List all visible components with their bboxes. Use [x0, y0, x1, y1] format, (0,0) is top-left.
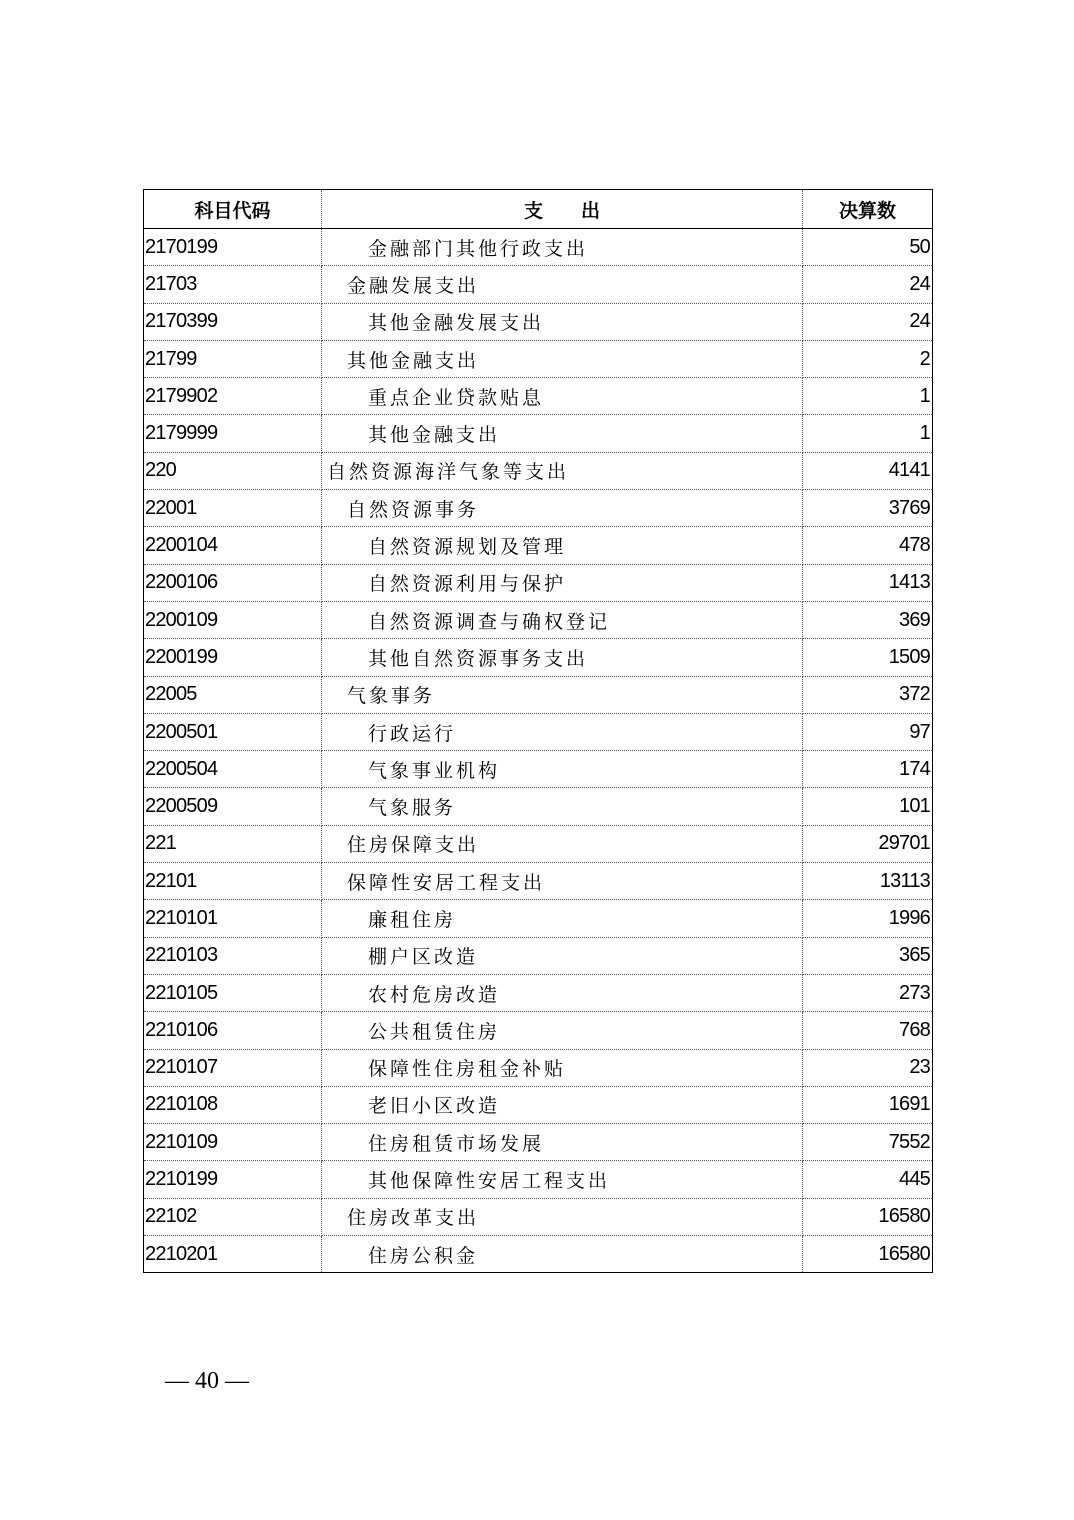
- row-code: 2210109: [144, 1124, 322, 1161]
- table-row: [144, 1161, 933, 1198]
- row-code: 2210101: [144, 900, 322, 937]
- row-amount: 3769: [803, 490, 933, 527]
- row-amount: 365: [803, 937, 933, 974]
- row-code: 2179999: [144, 415, 322, 452]
- row-name: 行政运行: [322, 713, 803, 750]
- row-name: 气象事务: [322, 676, 803, 713]
- table-row: [144, 229, 933, 266]
- table-header-row: [144, 190, 933, 229]
- row-amount: 1509: [803, 639, 933, 676]
- row-code: 2210107: [144, 1049, 322, 1086]
- budget-table: [143, 189, 933, 1273]
- row-code: 221: [144, 825, 322, 862]
- row-code: 2210103: [144, 937, 322, 974]
- row-code: 2210106: [144, 1012, 322, 1049]
- row-amount: 97: [803, 713, 933, 750]
- page-number: — 40 —: [165, 1368, 249, 1394]
- row-code: 2200501: [144, 713, 322, 750]
- table-row: [144, 1049, 933, 1086]
- row-code: 2200109: [144, 601, 322, 638]
- row-code: 2179902: [144, 378, 322, 415]
- row-code: 21703: [144, 266, 322, 303]
- table-row: [144, 751, 933, 788]
- header-amount: 决算数: [803, 190, 933, 229]
- row-name: 气象事业机构: [322, 751, 803, 788]
- table-row: [144, 639, 933, 676]
- row-name: 其他自然资源事务支出: [322, 639, 803, 676]
- row-code: 22005: [144, 676, 322, 713]
- row-amount: 16580: [803, 1198, 933, 1235]
- row-amount: 1413: [803, 564, 933, 601]
- table-row: [144, 340, 933, 377]
- row-amount: 1: [803, 378, 933, 415]
- row-name: 公共租赁住房: [322, 1012, 803, 1049]
- table-row: [144, 900, 933, 937]
- row-amount: 768: [803, 1012, 933, 1049]
- row-amount: 7552: [803, 1124, 933, 1161]
- table-row: [144, 415, 933, 452]
- table-row: [144, 863, 933, 900]
- row-name: 自然资源海洋气象等支出: [322, 452, 803, 489]
- row-code: 220: [144, 452, 322, 489]
- table-row: [144, 713, 933, 750]
- row-name: 住房改革支出: [322, 1198, 803, 1235]
- row-name: 金融部门其他行政支出: [322, 229, 803, 266]
- table-row: [144, 266, 933, 303]
- row-amount: 29701: [803, 825, 933, 862]
- row-amount: 13113: [803, 863, 933, 900]
- row-name: 自然资源规划及管理: [322, 527, 803, 564]
- row-amount: 273: [803, 974, 933, 1011]
- row-code: 2200509: [144, 788, 322, 825]
- row-name: 农村危房改造: [322, 974, 803, 1011]
- row-code: 22102: [144, 1198, 322, 1235]
- table-row: [144, 564, 933, 601]
- row-amount: 4141: [803, 452, 933, 489]
- table-row: [144, 1086, 933, 1123]
- row-name: 自然资源利用与保护: [322, 564, 803, 601]
- row-amount: 50: [803, 229, 933, 266]
- row-amount: 23: [803, 1049, 933, 1086]
- row-amount: 1691: [803, 1086, 933, 1123]
- row-name: 重点企业贷款贴息: [322, 378, 803, 415]
- header-name: 支 出: [322, 190, 803, 229]
- table-row: [144, 490, 933, 527]
- table-row: [144, 676, 933, 713]
- row-name: 自然资源调查与确权登记: [322, 601, 803, 638]
- table-body: [144, 229, 933, 1273]
- table-row: [144, 378, 933, 415]
- table-row: [144, 1124, 933, 1161]
- row-code: 21799: [144, 340, 322, 377]
- row-amount: 24: [803, 266, 933, 303]
- row-amount: 24: [803, 303, 933, 340]
- row-name: 老旧小区改造: [322, 1086, 803, 1123]
- row-name: 住房公积金: [322, 1236, 803, 1273]
- row-code: 22101: [144, 863, 322, 900]
- row-amount: 101: [803, 788, 933, 825]
- row-code: 2210108: [144, 1086, 322, 1123]
- table-row: [144, 974, 933, 1011]
- row-name: 保障性安居工程支出: [322, 863, 803, 900]
- row-name: 金融发展支出: [322, 266, 803, 303]
- row-code: 2200504: [144, 751, 322, 788]
- row-name: 其他保障性安居工程支出: [322, 1161, 803, 1198]
- row-amount: 16580: [878, 1242, 930, 1265]
- table-row: [144, 825, 933, 862]
- row-amount: 369: [803, 601, 933, 638]
- table-row: [144, 1012, 933, 1049]
- row-code: 2200104: [144, 527, 322, 564]
- row-code: 2200106: [144, 564, 322, 601]
- row-name: 其他金融支出: [322, 340, 803, 377]
- row-amount: 1: [803, 415, 933, 452]
- row-name: 其他金融支出: [322, 415, 803, 452]
- row-name: 住房租赁市场发展: [322, 1124, 803, 1161]
- row-name: 气象服务: [322, 788, 803, 825]
- table-row: [144, 788, 933, 825]
- row-amount: 1996: [803, 900, 933, 937]
- row-name: 其他金融发展支出: [322, 303, 803, 340]
- row-code: 2200199: [144, 639, 322, 676]
- table-row: [144, 937, 933, 974]
- row-name: 保障性住房租金补贴: [322, 1049, 803, 1086]
- table-row: [144, 1198, 933, 1235]
- table-row: [144, 601, 933, 638]
- row-amount: 445: [803, 1161, 933, 1198]
- row-amount: 478: [803, 527, 933, 564]
- row-name: 自然资源事务: [322, 490, 803, 527]
- row-code: 2210105: [144, 974, 322, 1011]
- table-row: [144, 303, 933, 340]
- row-code: 22001: [144, 490, 322, 527]
- row-name: 住房保障支出: [322, 825, 803, 862]
- row-name: 棚户区改造: [322, 937, 803, 974]
- row-name: 廉租住房: [322, 900, 803, 937]
- table-row: [144, 527, 933, 564]
- row-code: 2210201: [144, 1236, 322, 1273]
- row-code: 2170199: [144, 229, 322, 266]
- header-code: 科目代码: [144, 190, 322, 229]
- row-amount: 2: [803, 340, 933, 377]
- row-amount: 174: [803, 751, 933, 788]
- table-row: [144, 452, 933, 489]
- table-row: [144, 1236, 933, 1273]
- row-amount: 372: [803, 676, 933, 713]
- row-code: 2210199: [144, 1161, 322, 1198]
- row-code: 2170399: [144, 303, 322, 340]
